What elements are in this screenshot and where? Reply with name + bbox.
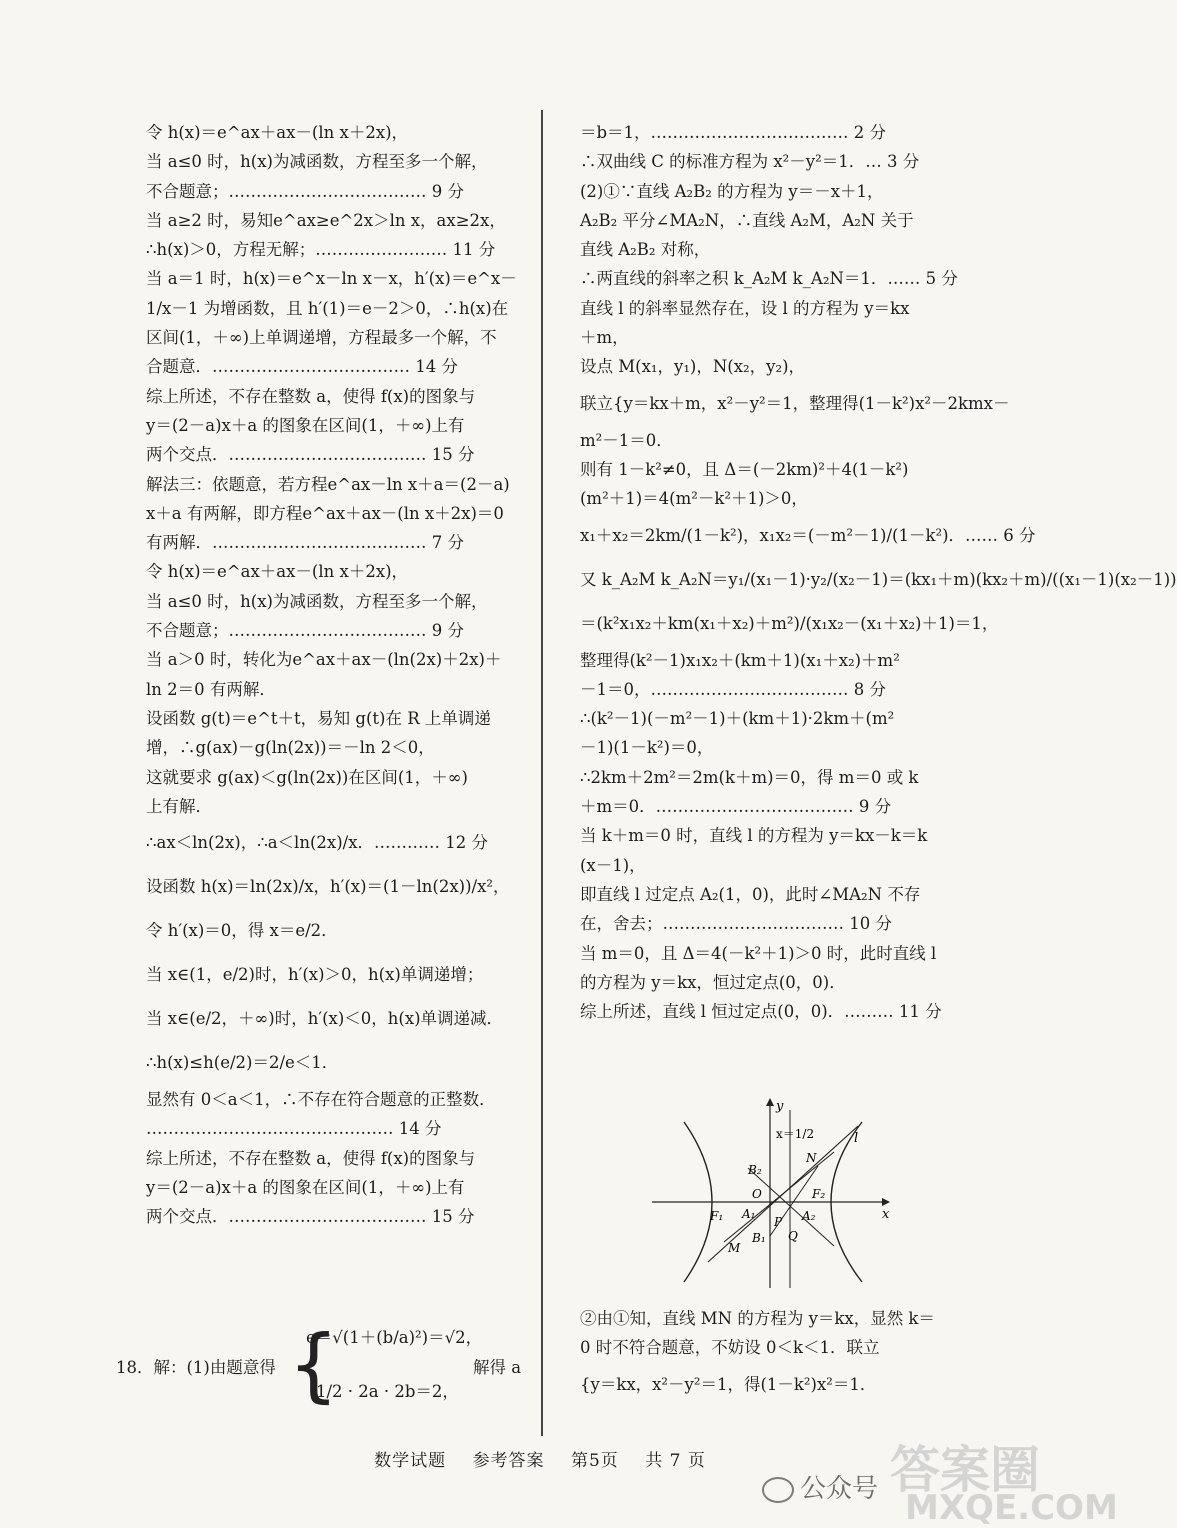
label-B2: B₂ [748, 1163, 762, 1177]
left-column-line: 区间(1，＋∞)上单调递增，方程最多一个解，不 [146, 328, 497, 348]
right-column-line: －1＝0，……………………………… 8 分 [580, 679, 886, 699]
left-column-line: y＝(2－a)x＋a 的图象在区间(1，＋∞)上有 [146, 1178, 465, 1198]
watermark-account [762, 1468, 878, 1505]
right-column-line: ∴双曲线 C 的标准方程为 x²－y²＝1．… 3 分 [580, 152, 920, 172]
right-column-line: 当 k＋m＝0 时，直线 l 的方程为 y＝kx－k＝k [580, 826, 928, 846]
right-column-line: 在，舍去；…………………………… 10 分 [580, 914, 892, 934]
footer-total: 共 7 页 [645, 1451, 706, 1471]
right-column-line: ＋m＝0．……………………………… 9 分 [580, 797, 892, 817]
right-column-line: 联立{y＝kx＋m，x²－y²＝1，整理得(1－k²)x²－2kmx－ [580, 393, 1010, 413]
right-column-line: 又 k_A₂M k_A₂N＝y₁/(x₁－1)·y₂/(x₂－1)＝(kx₁＋m)(kx₂＋m)/((x₁－1)(x₂－1)) [580, 569, 1177, 589]
right-column-line: 即直线 l 过定点 A₂(1，0)，此时∠MA₂N 不存 [580, 884, 921, 904]
left-column-line: 这就要求 g(ax)＜g(ln(2x))在区间(1，＋∞) [146, 767, 468, 787]
footer-subject: 数学试题 [374, 1451, 447, 1471]
right-column [580, 118, 1177, 1026]
left-column-line: y＝(2－a)x＋a 的图象在区间(1，＋∞)上有 [146, 415, 465, 435]
left-column-line: x＋a 有两解，即方程e^ax＋ax－(ln x＋2x)＝0 [146, 503, 504, 523]
left-column-line: 解法三：依题意，若方程e^ax－ln x＋a＝(2－a) [146, 474, 510, 494]
footer-answer: 参考答案 [472, 1451, 545, 1471]
left-column-line: 设函数 h(x)＝ln(2x)/x，h′(x)＝(1－ln(2x))/x²， [146, 877, 510, 897]
label-M: M [728, 1241, 741, 1255]
left-column-line: ln 2＝0 有两解． [146, 679, 276, 699]
right-column-line: ＝(k²x₁x₂＋km(x₁＋x₂)＋m²)/(x₁x₂－(x₁＋x₂)＋1)＝1， [580, 613, 999, 633]
label-y: y [776, 1099, 784, 1114]
right-column-line: 综上所述，直线 l 恒过定点(0，0)．……… 11 分 [580, 1002, 942, 1022]
column-divider [541, 110, 543, 1436]
left-column-line: 当 a＞0 时，转化为e^ax＋ax－(ln(2x)＋2x)＋ [146, 650, 502, 670]
right-column-line: m²－1＝0． [580, 430, 673, 450]
label-O: O [752, 1187, 762, 1201]
left-column-line: 1/x－1 为增函数，且 h′(1)＝e－2＞0，∴h(x)在 [146, 298, 509, 318]
right-column-line: －1)(1－k²)＝0， [580, 738, 714, 758]
label-N: N [806, 1151, 817, 1165]
left-column-line: 当 a≥2 时，易知e^ax≥e^2x＞ln x，ax≥2x， [146, 210, 506, 230]
q18-eq2: 1/2 · 2a · 2b＝2， [316, 1382, 459, 1401]
right-column-line: (x－1)， [580, 855, 646, 875]
left-column-line: 有两解．………………………………… 7 分 [146, 533, 464, 553]
right-column-line: 直线 A₂B₂ 对称， [580, 240, 711, 260]
right-bottom-line: ②由①知，直线 MN 的方程为 y＝kx，显然 k＝ [580, 1309, 935, 1328]
right-column-line: 则有 1－k²≠0，且 Δ＝(－2km)²＋4(1－k²) [580, 459, 909, 479]
left-column-line: 当 a＝1 时，h(x)＝e^x－ln x－x，h′(x)＝e^x－ [146, 269, 517, 289]
q18-lead: 18．解：(1)由题意得 [116, 1358, 276, 1377]
right-bottom-line: {y＝kx，x²－y²＝1，得(1－k²)x²＝1． [580, 1374, 877, 1394]
left-column-line: 综上所述，不存在整数 a，使得 f(x)的图象与 [146, 386, 476, 406]
left-column-line: 合题意．……………………………… 14 分 [146, 357, 458, 377]
label-B1: B₁ [752, 1231, 766, 1245]
label-F1: F₁ [710, 1209, 724, 1223]
right-column-line: (2)①∵直线 A₂B₂ 的方程为 y＝－x＋1， [580, 181, 884, 201]
label-line-eq: x＝1/2 [776, 1127, 815, 1141]
label-l: l [854, 1131, 859, 1146]
left-column-line: 当 a≤0 时，h(x)为减函数，方程至多一个解， [146, 152, 488, 172]
left-column-line: ……………………………………… 14 分 [146, 1119, 442, 1139]
right-column-bottom [580, 1304, 970, 1407]
left-column-line: 综上所述，不存在整数 a，使得 f(x)的图象与 [146, 1148, 476, 1168]
left-column-line: 不合题意；……………………………… 9 分 [146, 181, 464, 201]
left-column-line: 令 h′(x)＝0，得 x＝e/2． [146, 921, 338, 941]
left-column-line: 令 h(x)＝e^ax＋ax－(ln x＋2x)， [146, 562, 409, 582]
left-column-line: ∴h(x)＞0，方程无解；…………………… 11 分 [146, 240, 496, 260]
left-column-line: 当 a≤0 时，h(x)为减函数，方程至多一个解， [146, 591, 488, 611]
right-column-line: 的方程为 y＝kx，恒过定点(0，0)． [580, 972, 846, 992]
right-column-line: ∴两直线的斜率之积 k_A₂M k_A₂N＝1．…… 5 分 [580, 269, 958, 289]
right-column-line: 直线 l 的斜率显然存在，设 l 的方程为 y＝kx [580, 298, 910, 318]
right-bottom-line: 0 时不符合题意，不妨设 0＜k＜1．联立 [580, 1338, 880, 1358]
left-column-line: ∴h(x)≤h(e/2)＝2/e＜1． [146, 1053, 339, 1073]
right-column-line: x₁＋x₂＝2km/(1－k²)，x₁x₂＝(－m²－1)/(1－k²)．…… 6 分 [580, 525, 1036, 545]
right-column-line: ＋m， [580, 328, 629, 348]
label-x: x [882, 1207, 890, 1222]
left-column-line: 增，∴g(ax)－g(ln(2x))＝－ln 2＜0， [146, 738, 435, 758]
y-axis-arrow [766, 1098, 774, 1106]
watermark-account-text: 公众号 [800, 1474, 879, 1504]
q18-brace: { [288, 1318, 339, 1411]
wechat-icon [762, 1477, 794, 1503]
label-A1: A₁ [742, 1207, 756, 1221]
left-column-line: 设函数 g(t)＝e^t＋t，易知 g(t)在 R 上单调递 [146, 708, 491, 728]
left-column-line: ∴ax＜ln(2x)，∴a＜ln(2x)/x．………… 12 分 [146, 833, 488, 853]
left-column [146, 118, 532, 1232]
right-column-line: A₂B₂ 平分∠MA₂N，∴直线 A₂M，A₂N 关于 [580, 210, 914, 230]
right-column-line: ∴(k²－1)(－m²－1)＋(km＋1)·2km＋(m² [580, 709, 895, 729]
label-Q: Q [788, 1229, 798, 1243]
x-axis-arrow [882, 1198, 890, 1206]
left-column-line: 两个交点．……………………………… 15 分 [146, 445, 475, 465]
right-column-line: ＝b＝1，……………………………… 2 分 [580, 123, 887, 142]
right-column-line: (m²＋1)＝4(m²－k²＋1)＞0， [580, 489, 808, 509]
hyperbola-figure [648, 1096, 898, 1292]
left-column-line: 显然有 0＜a＜1，∴不存在符合题意的正整数． [146, 1090, 496, 1110]
left-column-line: 不合题意；……………………………… 9 分 [146, 621, 464, 641]
right-column-line: 整理得(k²－1)x₁x₂＋(km＋1)(x₁＋x₂)＋m² [580, 650, 900, 670]
footer-page: 第5页 [570, 1451, 619, 1471]
label-F2: F₂ [812, 1187, 826, 1201]
left-column-line: 当 x∈(e/2，＋∞)时，h′(x)＜0，h(x)单调递减． [146, 1009, 504, 1029]
label-A2: A₂ [802, 1209, 816, 1223]
watermark-url: MXQE.COM [905, 1488, 1118, 1528]
q18-eq1: e＝√(1＋(b/a)²)＝√2， [306, 1328, 483, 1347]
label-P: P [774, 1215, 783, 1229]
left-column-line: 两个交点．……………………………… 15 分 [146, 1207, 475, 1227]
right-column-line: 当 m＝0，且 Δ＝4(－k²＋1)＞0 时，此时直线 l [580, 943, 937, 963]
left-column-line: 令 h(x)＝e^ax＋ax－(ln x＋2x)， [146, 123, 409, 142]
right-column-line: ∴2km＋2m²＝2m(k＋m)＝0，得 m＝0 或 k [580, 767, 919, 787]
left-column-line: 当 x∈(1，e/2)时，h′(x)＞0，h(x)单调递增； [146, 965, 484, 985]
left-column-line: 上有解． [146, 796, 212, 816]
watermark-brand: 答案圈 [890, 1441, 1040, 1499]
q18-tail: 解得 a [473, 1358, 522, 1377]
right-column-line: 设点 M(x₁，y₁)，N(x₂，y₂)， [580, 357, 806, 377]
